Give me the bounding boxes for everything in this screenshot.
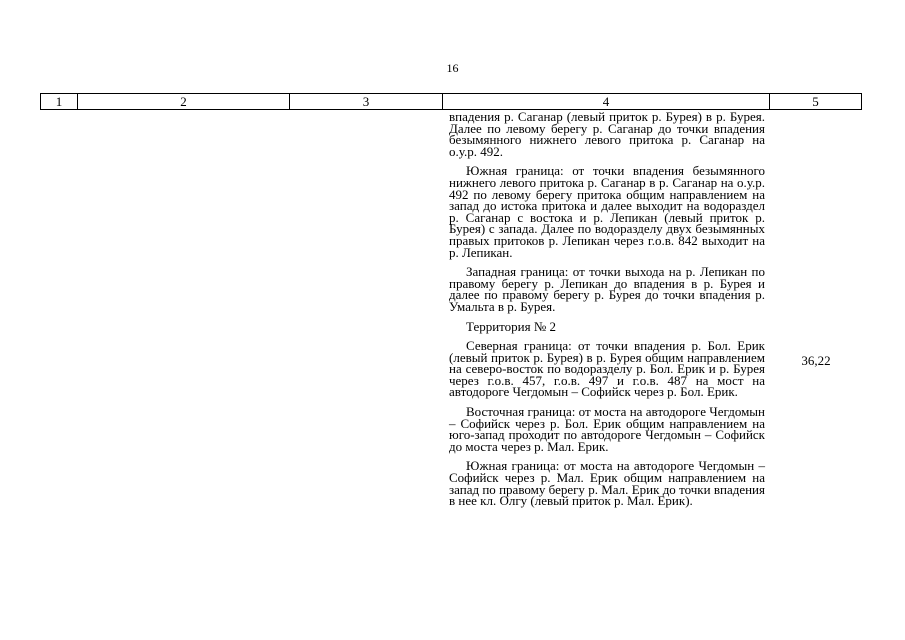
territory-heading: Территория № 2: [466, 318, 557, 334]
column-header-2: 2: [78, 94, 290, 109]
page-number: 16: [446, 61, 459, 75]
paragraph-north-boundary-2: Северная граница: от точки впадения р. Бол. Ерик (левый приток р. Бурея) в р. Бурея общим направлением на северо-восток по водоразделу р. Бол. Ерик и р. Бурея через г.о.в. 457, г.о.в. 497 и г.о.в. 487 на мост на автодороге Чегдомын – Софийск через р. Бол. Ерик.: [449, 338, 765, 400]
column-header-3: 3: [290, 94, 443, 109]
territory-area-value: 36,22: [801, 353, 831, 368]
column-header-4: 4: [443, 94, 770, 109]
paragraph-south-boundary-1: Южная граница: от точки впадения безымянного нижнего левого притока р. Саганар в р. Саганар на о.у.р. 492 по левому берегу притока общим направлением на запад до истока притока и далее выходит на водораздел р. Саганар с востока и р. Лепикан (левый приток р. Бурея) с запада. Далее по водоразделу двух безымянных правых притоков р. Лепикан через г.о.в. 842 выходит на р. Лепикан.: [449, 163, 765, 260]
column-4-text: [449, 111, 765, 515]
column-header-1: 1: [41, 94, 78, 109]
column-header-5: 5: [812, 94, 819, 109]
paragraph-continuation: впадения р. Саганар (левый приток р. Бурея) в р. Бурея. Далее по левому берегу р. Саганар до точки впадения безымянного нижнего левого притока р. Саганар на о.у.р. 492.: [449, 109, 765, 159]
paragraph-south-boundary-2: Южная граница: от моста на автодороге Чегдомын – Софийск через р. Мал. Ерик общим направлением на запад по правому берегу р. Мал. Ерик до точки впадения в нее кл. Олгу (левый приток р. Мал. Ерик).: [449, 458, 765, 509]
paragraph-east-boundary-2: Восточная граница: от моста на автодороге Чегдомын – Софийск через р. Бол. Ерик общим направлением на юго-запад проходит по автодороге Чегдомын – Софийск до моста через р. Мал. Ерик.: [449, 404, 765, 454]
paragraph-west-boundary-1: Западная граница: от точки выхода на р. Лепикан по правому берегу р. Лепикан до впадения в р. Бурея и далее по правому берегу р. Бурея до точки впадения р. Умальта в р. Бурея.: [449, 264, 765, 314]
table-header-row: [40, 93, 862, 110]
